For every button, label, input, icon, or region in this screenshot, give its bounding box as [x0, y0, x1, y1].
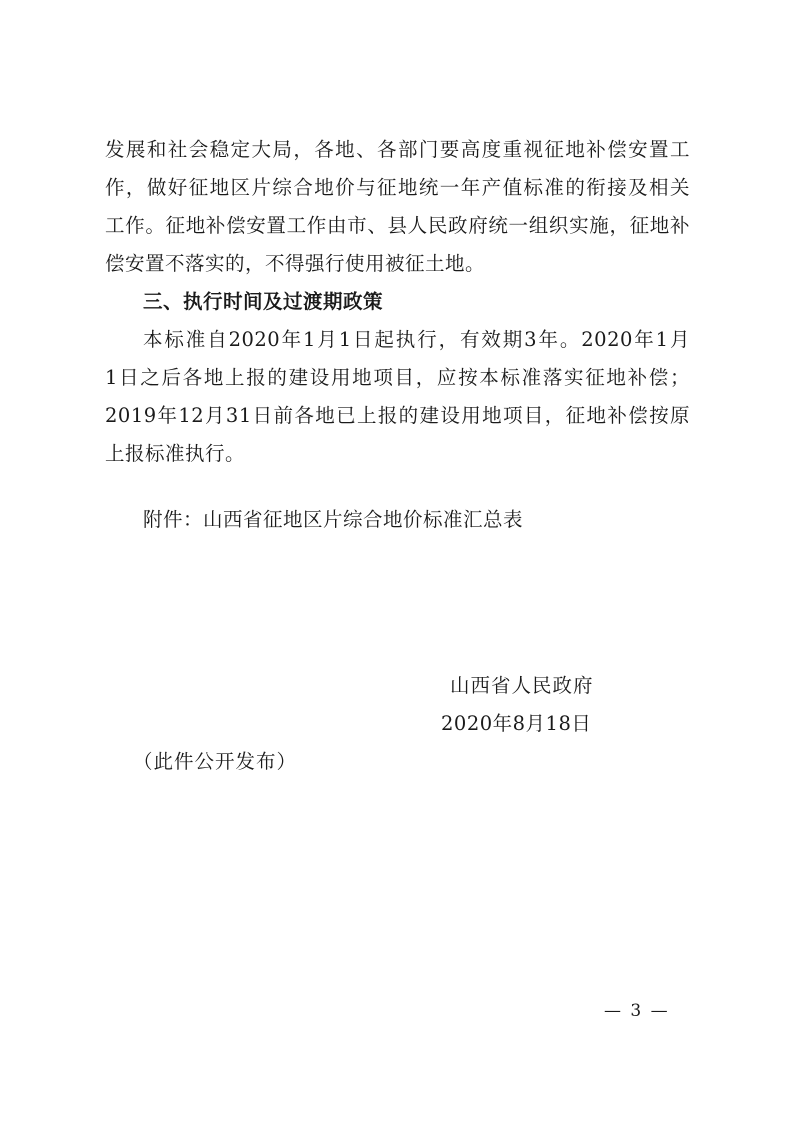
page-number: — 3 —	[604, 1001, 670, 1021]
paragraph-line: 工作。征地补偿安置工作由市、县人民政府统一组织实施，征地补	[105, 214, 690, 237]
paragraph-line: 1日之后各地上报的建设用地项目，应按本标准落实征地补偿；	[105, 366, 690, 389]
signature-date: 2020年8月18日	[441, 712, 592, 735]
signature-organization: 山西省人民政府	[450, 674, 594, 697]
paragraph-line: 偿安置不落实的，不得强行使用被征土地。	[105, 252, 486, 275]
paragraph-line: 作，做好征地区片综合地价与征地统一年产值标准的衔接及相关	[105, 176, 690, 199]
paragraph-line: 2019年12月31日前各地已上报的建设用地项目，征地补偿按原	[105, 404, 690, 427]
paragraph-line: 发展和社会稳定大局，各地、各部门要高度重视征地补偿安置工	[105, 138, 690, 161]
paragraph-line: 本标准自2020年1月1日起执行，有效期3年。2020年1月	[143, 328, 690, 351]
paragraph-line: 上报标准执行。	[105, 442, 246, 465]
attachment-note: 附件：山西省征地区片综合地价标准汇总表	[143, 508, 524, 531]
publication-note: （此件公开发布）	[133, 750, 298, 773]
section-heading: 三、执行时间及过渡期政策	[143, 290, 384, 313]
